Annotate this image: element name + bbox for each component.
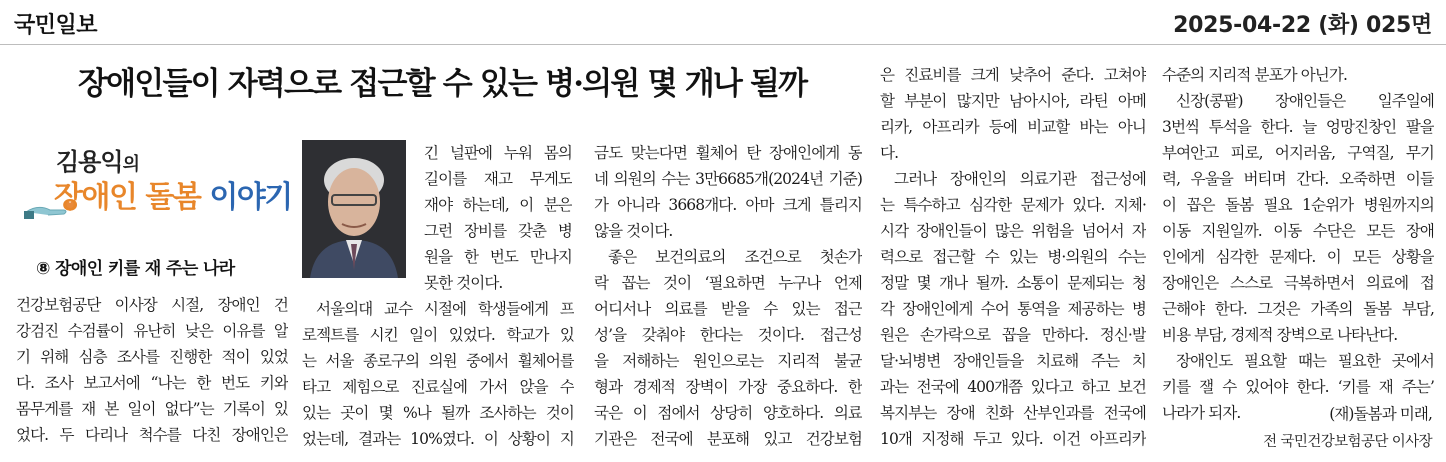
body-line: 락 꼽는 것이 ‘필요하면 누구나 언제 <box>594 274 862 292</box>
body-column-2 <box>302 296 574 452</box>
body-line: 리카, 아프리카 등에 비교할 바는 아니 <box>880 118 1146 136</box>
body-line: 다. <box>880 144 899 162</box>
body-line: 과는 전국에 400개쯤 있다고 하고 보건 <box>880 378 1146 396</box>
body-line: 10개 지정해 두고 있다. 이건 아프리카 <box>880 430 1146 448</box>
body-line: 력, 우울을 버티며 간다. 오죽하면 이들 <box>1162 170 1434 188</box>
body-line: 각 장애인에게 수어 통역을 제공하는 병 <box>880 300 1146 318</box>
body-line: 않을 것이다. <box>594 222 673 240</box>
body-line: 국은 이 점에서 상당히 양호하다. 의료 <box>594 404 862 422</box>
newspaper-logo: 국민일보 <box>14 13 98 38</box>
body-line: 재야 하는데, 이 분은 <box>424 196 572 214</box>
author-former-role: 전 국민건강보험공단 이사장 <box>1263 434 1432 450</box>
body-line: 그런 장비를 갖춘 병 <box>424 222 572 240</box>
body-line: 장애인도 필요할 때는 필요한 곳에서 <box>1176 352 1434 370</box>
body-line: 키를 잴 수 있어야 한다. ‘키를 재 주는’ <box>1162 378 1434 396</box>
body-column-2-top <box>424 140 572 296</box>
body-line: 나라가 되자. <box>1162 404 1241 422</box>
column-logo <box>20 138 290 238</box>
body-line: 금도 맞는다면 휠체어 탄 장애인에게 동 <box>594 144 862 162</box>
body-line: 었는데, 결과는 10%였다. 이 상황이 지 <box>302 430 574 448</box>
body-line: 는 서울 종로구의 의원 중에서 휠체어를 <box>302 352 574 370</box>
columnist-name: 김용익의 <box>56 148 139 176</box>
body-line: 을 저해하는 원인으로는 지리적 불균 <box>594 352 862 370</box>
article-headline: 장애인들이 자력으로 접근할 수 있는 병·의원 몇 개나 될까 <box>78 66 807 102</box>
body-line: 었다. 두 다리나 척수를 다친 장애인은 <box>16 426 288 444</box>
body-line: 달·뇌병변 장애인들을 치료해 주는 치 <box>880 352 1146 370</box>
body-line: 로젝트를 시킨 일이 있었다. 학교가 있 <box>302 326 574 344</box>
body-line: 기 위해 심층 조사를 진행한 적이 있었 <box>16 348 288 366</box>
column-series-title: 장애인 돌봄 이야기 <box>54 180 292 215</box>
body-line: 건강보험공단 이사장 시절, 장애인 건 <box>16 296 288 314</box>
body-line: 력으로 접근할 수 있는 병·의원의 수는 <box>880 248 1146 266</box>
body-line: 이 꼽은 돌봄 필요 1순위가 병원까지의 <box>1162 196 1434 214</box>
body-line: 수준의 지리적 분포가 아닌가. <box>1162 66 1347 84</box>
body-column-5 <box>1162 62 1434 426</box>
body-line: 형과 경제적 장벽이 가장 중요하다. 한 <box>594 378 862 396</box>
body-line: 시각 장애인들이 많은 위험을 넘어서 자 <box>880 222 1146 240</box>
body-line: 3번씩 투석을 한다. 늘 엉망진창인 팔을 <box>1162 118 1434 136</box>
body-line: 몸무게를 재 본 일이 없다”는 기록이 있 <box>16 400 288 418</box>
body-line: 근해야 한다. 그것은 가족의 돌봄 부담, <box>1162 300 1434 318</box>
body-column-3 <box>594 140 862 452</box>
body-line: 인에게 심각한 문제다. 이 모든 상황을 <box>1162 248 1434 266</box>
author-affiliation: (재)돌봄과 미래, <box>1329 405 1432 423</box>
body-line: 다. 조사 보고서에 “나는 한 번도 키와 <box>16 374 288 392</box>
column-episode-label: ⑧ 장애인 키를 재 주는 나라 <box>36 259 235 279</box>
body-line: 성’을 갖춰야 한다는 것이다. 접근성 <box>594 326 862 344</box>
body-line: 원은 손가락으로 꼽을 만하다. 정신·발 <box>880 326 1146 344</box>
body-line: 좋은 보건의료의 조건으로 첫손가 <box>608 248 862 266</box>
issue-date-page: 2025-04-22 (화) 025면 <box>1173 13 1432 38</box>
body-line: 신장(콩팥) 장애인들은 일주일에 <box>1176 92 1434 110</box>
body-line: 장애인은 스스로 극복하면서 의료에 접 <box>1162 274 1434 292</box>
body-line: 길이를 재고 무게도 <box>424 170 572 188</box>
body-column-4 <box>880 62 1146 452</box>
body-line: 서울의대 교수 시절에 학생들에게 프 <box>316 300 574 318</box>
body-line: 네 의원의 수는 3만6685개(2024년 기준) <box>594 170 862 188</box>
body-line: 긴 널판에 누워 몸의 <box>424 144 572 162</box>
body-line: 복지부는 장애 친화 산부인과를 전국에 <box>880 404 1146 422</box>
body-line: 는 특수하고 심각한 문제가 있다. 지체· <box>880 196 1146 214</box>
body-line: 할 부분이 많지만 남아시아, 라틴 아메 <box>880 92 1146 110</box>
body-line: 비용 부담, 경제적 장벽으로 나타난다. <box>1162 326 1398 344</box>
author-portrait <box>302 140 406 278</box>
body-line: 은 진료비를 크게 낮추어 준다. 고쳐야 <box>880 66 1146 84</box>
body-line: 강검진 수검률이 유난히 낮은 이유를 알 <box>16 322 288 340</box>
body-line: 이동 지원일까. 이동 수단은 모든 장애 <box>1162 222 1434 240</box>
body-line: 정말 몇 개나 될까. 소통이 문제되는 청 <box>880 274 1146 292</box>
body-line: 그러나 장애인의 의료기관 접근성에 <box>894 170 1146 188</box>
body-line: 타고 제힘으로 진료실에 가서 앉을 수 <box>302 378 574 396</box>
body-line: 못한 것이다. <box>424 274 503 292</box>
body-line: 가 아니라 3668개다. 아마 크게 틀리지 <box>594 196 862 214</box>
masthead-divider <box>0 44 1446 45</box>
body-line: 부여안고 피로, 어지러움, 구역질, 무기 <box>1162 144 1434 162</box>
body-line: 어디서나 의료를 받을 수 있는 접근 <box>594 300 862 318</box>
body-column-1 <box>16 292 288 448</box>
body-line: 있는 곳이 몇 %나 될까 조사하는 것이 <box>302 404 574 422</box>
body-line: 원을 한 번도 만나지 <box>424 248 572 266</box>
body-line: 기관은 전국에 분포해 있고 건강보험 <box>594 430 862 448</box>
